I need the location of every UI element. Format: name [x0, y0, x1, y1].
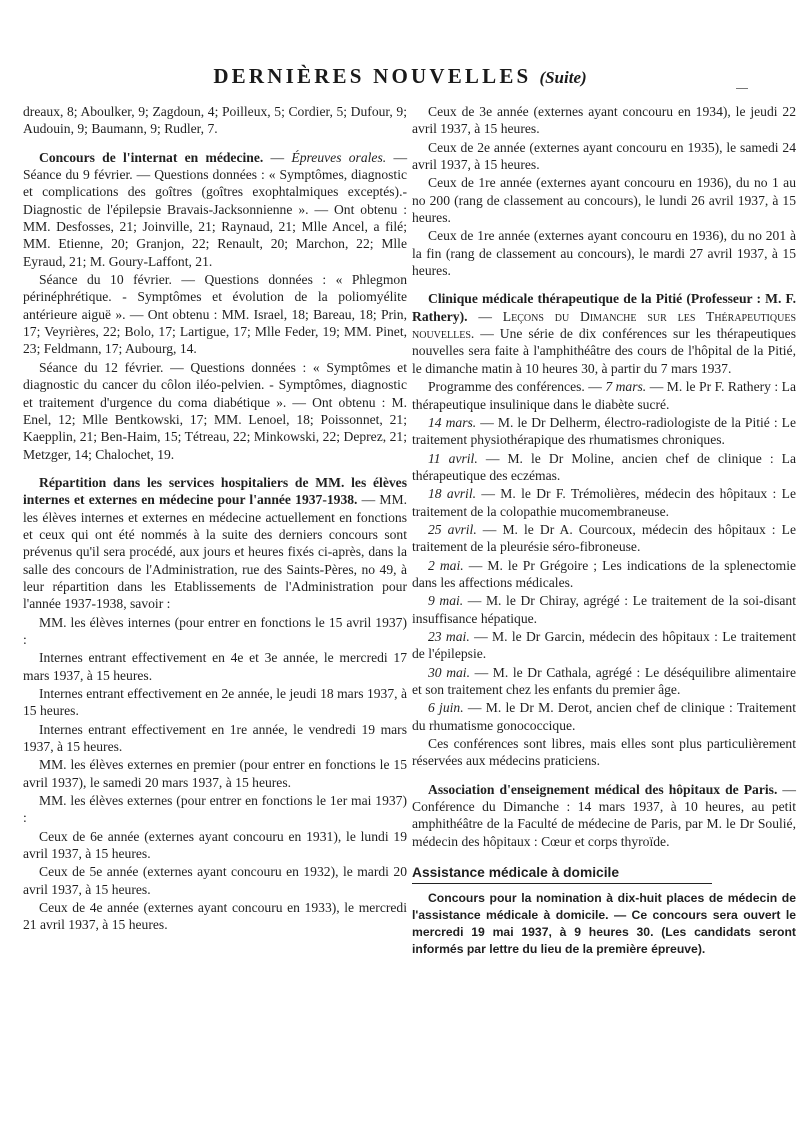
corner-mark — [736, 88, 748, 89]
schedule-paragraph: Internes entrant effectivement en 4e et 3e année, le mercredi 17 mars 1937, à 15 heures. — [23, 650, 407, 683]
schedule-paragraph: Ceux de 5e année (externes ayant concouru en 1932), le mardi 20 avril 1937, à 15 heures. — [23, 864, 407, 897]
programme-label: Programme des conférences. — — [428, 379, 602, 395]
conference-date: 23 mai. — [428, 628, 470, 644]
conference-text: — M. le Dr Cathala, agrégé : Le déséquilibre alimentaire et son traitement chez les enfants du premier âge. — [412, 664, 797, 697]
conference-date: 25 avril. — [428, 521, 477, 537]
seance12-paragraph: Séance du 12 février. — Questions données : « Symptômes et diagnostic du cancer du côlon iléo-pelvien. - Symptômes, diagnostic et traitement d'urgence du coma diabétique ». — Ont obtenu : M. Enel, 12; Mlle Bentkowski, 17; MM. Lenoel, 18; Poissonnet, 21; Kaepplin, 21; Ben-Haim, 15; Tétreau, 22; Minkowski, 22; Deprez, 21; Metzger, 14; Chalochet, 19. — [23, 359, 407, 462]
libres-paragraph: Ces conférences sont libres, mais elles sont plus particulièrement réservées aux médecins praticiens. — [412, 736, 796, 769]
conference-text: — M. le Dr Chiray, agrégé : Le traitement de la soi-disant insuffisance hépatique. — [412, 593, 796, 626]
conference-text: — M. le Dr F. Trémolières, médecin des hôpitaux : Le traitement de la colopathie mucomembraneuse. — [412, 486, 796, 519]
right-column — [412, 103, 796, 959]
programme-date: 7 mars. — [605, 379, 647, 395]
conference-date: 14 mars. — [428, 414, 477, 430]
assistance-heading: Assistance médicale à domicile — [412, 864, 712, 884]
programme-text: — M. le Pr F. Rathery : La thérapeutique insulinique dans le diabète sucré. — [412, 379, 797, 412]
page-header — [0, 64, 800, 89]
header-suite: (Suite) — [539, 68, 587, 87]
intro-paragraph: dreaux, 8; Aboulker, 9; Zagdoun, 4; Poilleux, 5; Cordier, 5; Dufour, 9; Audouin, 9; Baumann, 9; Rudler, 7. — [23, 104, 407, 137]
assoc-title: Association d'enseignement médical des hôpitaux de Paris. — [428, 781, 778, 797]
repartition-paragraph — [23, 474, 407, 613]
programme-paragraph — [412, 378, 796, 413]
conference-item — [412, 628, 796, 663]
conference-item — [412, 450, 796, 485]
conference-date: 30 mai. — [428, 664, 470, 680]
schedule-paragraph: Internes entrant effectivement en 1re année, le vendredi 19 mars 1937, à 15 heures. — [23, 721, 407, 755]
clinique-paragraph — [412, 290, 796, 377]
conference-item — [412, 485, 796, 520]
schedule-paragraph: Ceux de 1re année (externes ayant concouru en 1936), du no 1 au no 200 (rang de classement au concours), le lundi 26 avril 1937, à 15 heures. — [412, 175, 796, 226]
conference-date: 2 mai. — [428, 557, 464, 573]
schedule-paragraph: Ceux de 6e année (externes ayant concouru en 1931), le lundi 19 avril 1937, à 15 heures. — [23, 828, 407, 862]
assoc-text: — Conférence du Dimanche : 14 mars 1937, à 10 heures, au petit amphithéâtre de la Faculté de médecine de Paris, par M. le Dr Soulié, médecin des hôpitaux : Cœur et corps thyroïde. — [412, 781, 796, 849]
internat-paragraph: Concours de l'internat en médecine. — Épreuves orales. — Séance du 9 février. — Questions données : « Symptômes, diagnostic et complications des goîtres (goîtres exophtalmiques exceptés).- Diagnostic de l'épilepsie Bravais-Jacksonnienne ». — Ont obtenu : MM. Desfosses, 21; Joinville, 21; Raynaud, 21; Mlle Ancel, a filé; MM. Etienne, 20; Granjon, 22; Renault, 20; Marchon, 22; Mlle Eyraud, 21; M. Goury-Laffont, 21. — [23, 149, 408, 269]
clinique-title: Clinique médicale thérapeutique de la Pitié (Professeur : M. F. Rathery). — [412, 291, 796, 324]
schedule-paragraph: Internes entrant effectivement en 2e année, le jeudi 18 mars 1937, à 15 heures. — [23, 686, 407, 719]
schedule-paragraph: Ceux de 2e année (externes ayant concouru en 1935), le samedi 24 avril 1937, à 15 heures. — [412, 139, 796, 173]
schedule-paragraph: Ceux de 4e année (externes ayant concouru en 1933), le mercredi 21 avril 1937, à 15 heures. — [23, 900, 407, 933]
conference-date: 9 mai. — [428, 593, 464, 609]
repartition-text: — MM. les élèves internes et externes en médecine actuellement en fonctions et ceux qui ont été nommés à la suite des derniers concours sont prévenus qu'il sera procédé, aux jours et heures fixés ci-après, dans la salle des concours de l'Administration, rue des Saints-Pères, no 49, à leur répartition dans les Etablissements de l'Administration pour l'année 1937-1938, savoir : — [23, 492, 407, 612]
repartition-title: Répartition dans les services hospitaliers de MM. les élèves internes et externes en médecine pour l'année 1937-1938. — [23, 474, 407, 508]
schedule-paragraph: Ceux de 3e année (externes ayant concouru en 1934), le jeudi 22 avril 1937, à 15 heures. — [412, 104, 796, 137]
conference-item — [412, 557, 796, 592]
conference-text: — M. le Dr Garcin, médecin des hôpitaux : Le traitement de l'épilepsie. — [412, 628, 796, 662]
header-title: DERNIÈRES NOUVELLES — [213, 64, 532, 88]
internat-epreuves: Épreuves orales. — [291, 149, 387, 165]
conference-date: 11 avril. — [428, 450, 478, 466]
seance10-paragraph: Séance du 10 février. — Questions données : « Phlegmon périnéphrétique. - Symptômes et évolution de la poliomyélite antérieure aiguë ». — Ont obtenu : MM. Israel, 18; Bareau, 18; Prin, 17; Veyrières, 22; Bolo, 17; Lartigue, 17; Mlle Feder, 19; MM. Pinet, 23; Feldmann, 17; Aubourg, 14. — [23, 272, 407, 357]
conference-date: 18 avril. — [428, 486, 476, 502]
conference-item — [412, 664, 796, 699]
conference-text: — M. le Dr Moline, ancien chef de clinique : La thérapeutique des eczémas. — [412, 450, 796, 483]
conference-item — [412, 521, 796, 556]
schedule-paragraph: MM. les élèves externes en premier (pour entrer en fonctions le 15 avril 1937), le samedi 20 mars 1937, à 15 heures. — [23, 757, 407, 790]
schedule-paragraph: MM. les élèves externes (pour entrer en fonctions le 1er mai 1937) : — [23, 793, 407, 826]
conference-item — [412, 414, 796, 449]
conference-text: — M. le Pr Grégoire ; Les indications de la splenectomie dans les affections médicales. — [412, 557, 797, 590]
conference-item — [412, 699, 796, 734]
conference-date: 6 juin. — [428, 700, 464, 716]
conference-text: — M. le Dr A. Courcoux, médecin des hôpitaux : Le traitement de la pleurésie séro-fibroneuse. — [412, 521, 796, 555]
conference-text: — M. le Dr M. Derot, ancien chef de clinique : Traitement du rhumatisme gonococcique. — [412, 700, 796, 733]
internat-seance9: — Séance du 9 février. — Questions données : « Symptômes, diagnostic et complications des goîtres (goîtres exophtalmiques exceptés).- Diagnostic de l'épilepsie Bravais-Jacksonnienne ». — Ont obtenu : MM. Desfosses, 21; Joinville, 21; Raynaud, 21; Mlle Ancel, a filé; MM. Etienne, 20; Granjon, 22; Renault, 20; Marchon, 22; Mlle Eyraud, 21; M. Goury-Laffont, 21. — [23, 149, 408, 269]
conference-text: — M. le Dr Delherm, électro-radiologiste de la Pitié : Le traitement physiothérapique des rhumatismes chroniques. — [412, 414, 796, 448]
schedule-paragraph: MM. les élèves internes (pour entrer en fonctions le 15 avril 1937) : — [23, 614, 407, 647]
schedule-paragraph: Ceux de 1re année (externes ayant concouru en 1936), du no 201 à la fin (rang de classement au concours), le mardi 27 avril 1937, à 15 heures. — [412, 228, 796, 279]
left-column — [23, 103, 407, 935]
conference-item — [412, 592, 796, 627]
internat-title: Concours de l'internat en médecine. — [39, 149, 264, 165]
assistance-paragraph: Concours pour la nomination à dix-huit places de médecin de l'assistance médicale à domicile. — Ce concours sera ouvert le mercredi 19 mai 1937, à 9 heures 30. (Les candidats seront informés par lettre du lieu de la première épreuve). — [412, 891, 796, 957]
clinique-lecons: — Leçons du Dimanche sur les Thérapeutiques nouvelles. — [412, 308, 797, 342]
assistance-section — [412, 890, 796, 958]
assoc-paragraph — [412, 781, 796, 850]
clinique-text: — Une série de dix conférences sur les thérapeutiques nouvelles sera faite à l'amphithéâtre des cours de l'hôpital de la Pitié, le dimanche matin à 10 heures 30, à partir du 7 mars 1937. — [412, 326, 796, 376]
